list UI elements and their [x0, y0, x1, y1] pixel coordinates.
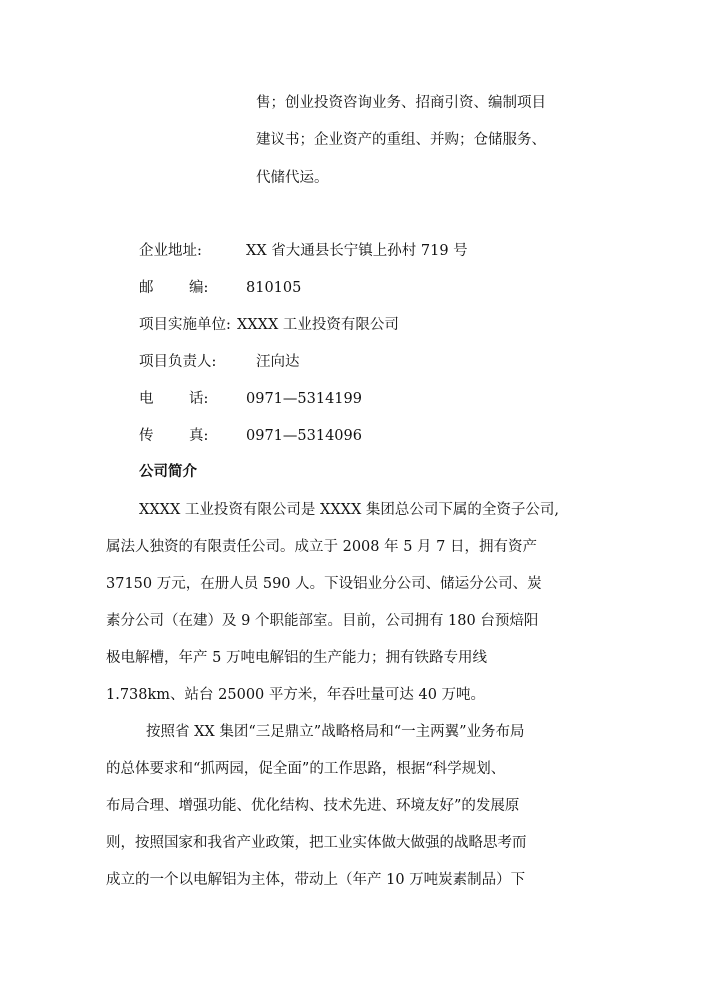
para1-line-6: 1.738km、站台 25000 平方米，年吞吐量可达 40 万吨。	[106, 687, 486, 703]
para2-line-3: 布局合理、增强功能、优化结构、技术先进、环境友好”的发展原	[106, 798, 520, 814]
para1-line-3: 37150 万元，在册人员 590 人。下设铝业分公司、储运分公司、炭	[106, 576, 542, 592]
leader-label: 项目负责人:	[139, 354, 217, 370]
para2-line-4: 则，按照国家和我省产业政策，把工业实体做大做强的战略思考而	[106, 835, 527, 851]
postcode-label-char1: 邮	[139, 280, 154, 296]
scope-line-1: 售；创业投资咨询业务、招商引资、编制项目	[256, 95, 546, 111]
scope-line-3: 代储代运。	[256, 170, 329, 186]
para2-line-1: 按照省 XX 集团“三足鼎立”战略格局和“一主两翼”业务布局	[146, 724, 525, 740]
para1-line-4: 素分公司（在建）及 9 个职能部室。目前，公司拥有 180 台预焙阳	[106, 613, 539, 629]
section-title: 公司简介	[139, 463, 197, 480]
fax-value: 0971—5314096	[246, 428, 362, 444]
fax-label-char1: 传	[139, 428, 154, 444]
unit-label: 项目实施单位:	[139, 317, 231, 333]
para1-line-2: 属法人独资的有限责任公司。成立于 2008 年 5 月 7 日，拥有资产	[106, 539, 538, 555]
postcode-value: 810105	[246, 280, 302, 296]
para2-line-5: 成立的一个以电解铝为主体，带动上（年产 10 万吨炭素制品）下	[106, 872, 526, 888]
para1-line-5: 极电解槽，年产 5 万吨电解铝的生产能力；拥有铁路专用线	[106, 650, 487, 666]
para1-line-1: XXXX 工业投资有限公司是 XXXX 集团总公司下属的全资子公司,	[139, 502, 560, 518]
phone-label-char2: 话:	[189, 391, 209, 407]
address-value: XX 省大通县长宁镇上孙村 719 号	[246, 243, 468, 259]
unit-value: XXXX 工业投资有限公司	[237, 317, 399, 333]
phone-value: 0971—5314199	[246, 391, 362, 407]
leader-value: 汪向达	[256, 354, 300, 370]
address-label: 企业地址:	[139, 243, 202, 259]
phone-label-char1: 电	[139, 391, 154, 407]
fax-label-char2: 真:	[189, 428, 209, 444]
postcode-label-char2: 编:	[189, 280, 209, 296]
para2-line-2: 的总体要求和“抓两园，促全面”的工作思路，根据“科学规划、	[106, 761, 506, 777]
scope-line-2: 建议书；企业资产的重组、并购；仓储服务、	[256, 132, 546, 148]
